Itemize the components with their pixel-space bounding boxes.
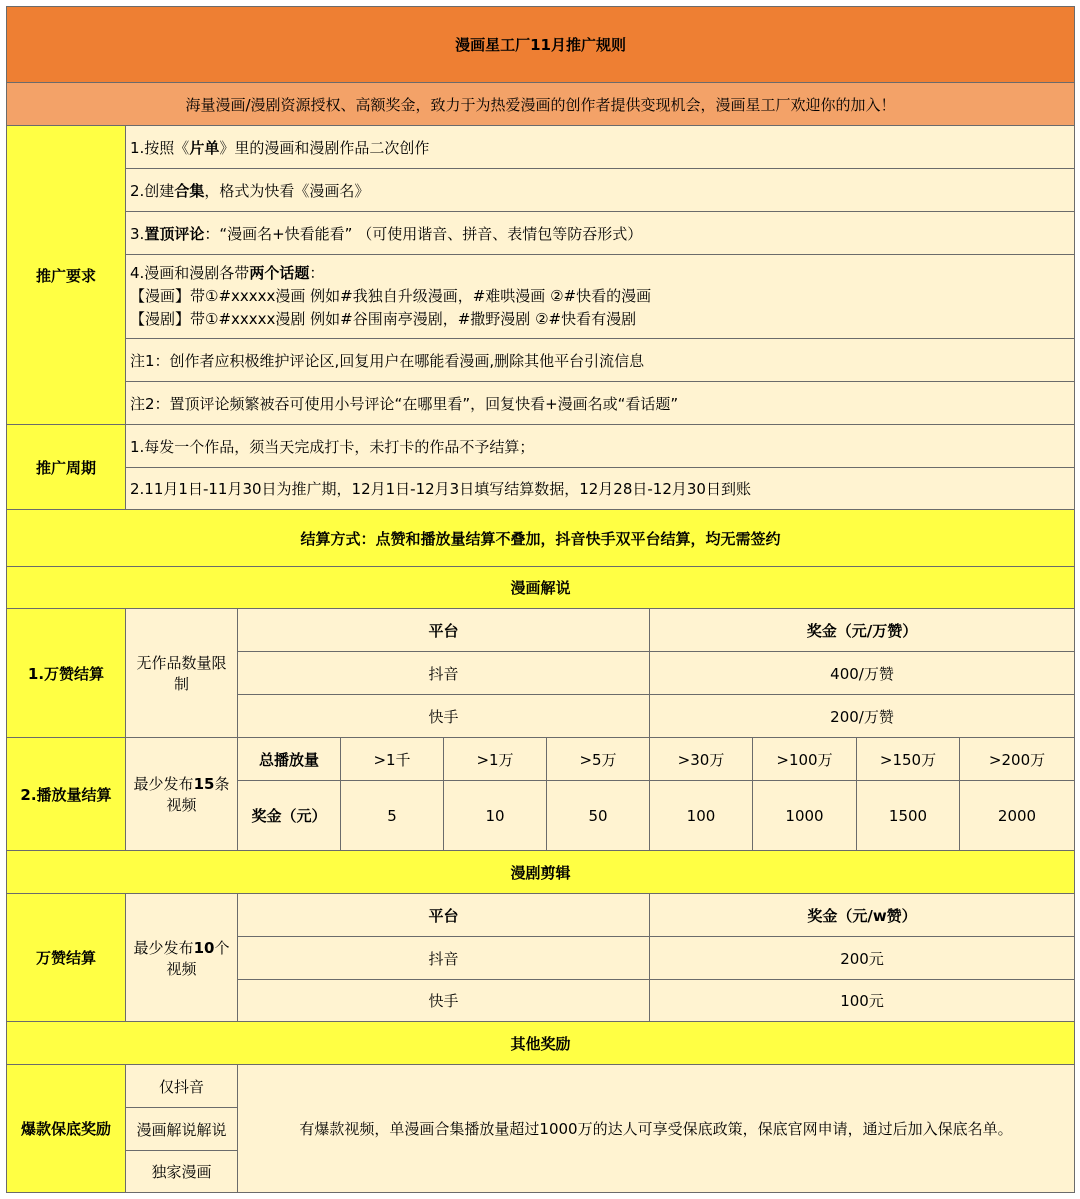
requirement-1: 1.按照《片单》里的漫画和漫剧作品二次创作 — [126, 126, 1075, 169]
likes-bonus-douyin: 400/万赞 — [650, 652, 1075, 695]
promo-period-label: 推广周期 — [7, 425, 126, 510]
bonus-cell: 50 — [547, 781, 650, 851]
likes-condition: 无作品数量限制 — [126, 609, 238, 738]
requirement-4-drama-topics: 【漫剧】带①#xxxxx漫剧 例如#谷围南亭漫剧，#撒野漫剧 ②#快看有漫剧 — [130, 310, 637, 328]
bonus-cell: 1000 — [753, 781, 857, 851]
threshold-cell: >5万 — [547, 738, 650, 781]
requirement-3: 3.置顶评论：“漫画名+快看能看” （可使用谐音、拼音、表情包等防吞形式） — [126, 212, 1075, 255]
note-2: 注2：置顶评论频繁被吞可使用小号评论“在哪里看”，回复快看+漫画名或“看话题” — [126, 382, 1075, 425]
drama-platform-header: 平台 — [238, 894, 650, 937]
period-2: 2.11月1日-11月30日为推广期，12月1日-12月3日填写结算数据，12月28日-12月30日到账 — [126, 468, 1075, 510]
threshold-cell: >1千 — [341, 738, 444, 781]
subtitle-row — [7, 83, 1075, 126]
comic-commentary-header: 漫画解说 — [7, 567, 1075, 609]
drama-bonus-kuaishou: 100元 — [650, 980, 1075, 1022]
guarantee-item: 漫画解说解说 — [126, 1108, 238, 1151]
bonus-yuan-label: 奖金（元） — [238, 781, 341, 851]
guarantee-item: 仅抖音 — [126, 1065, 238, 1108]
likes-platform-douyin: 抖音 — [238, 652, 650, 695]
drama-edit-header: 漫剧剪辑 — [7, 851, 1075, 894]
page-title: 漫画星工厂11月推广规则 — [7, 7, 1075, 83]
threshold-cell: >1万 — [444, 738, 547, 781]
requirement-2: 2.创建合集，格式为快看《漫画名》 — [126, 169, 1075, 212]
drama-bonus-douyin: 200元 — [650, 937, 1075, 980]
promo-requirements-label: 推广要求 — [7, 126, 126, 425]
drama-condition: 最少发布10个视频 — [126, 894, 238, 1022]
threshold-cell: >100万 — [753, 738, 857, 781]
bonus-cell: 2000 — [960, 781, 1075, 851]
guarantee-item: 独家漫画 — [126, 1151, 238, 1193]
bonus-cell: 1500 — [857, 781, 960, 851]
drama-platform-kuaishou: 快手 — [238, 980, 650, 1022]
likes-bonus-header: 奖金（元/万赞） — [650, 609, 1075, 652]
threshold-cell: >30万 — [650, 738, 753, 781]
bonus-cell: 10 — [444, 781, 547, 851]
guarantee-description: 有爆款视频，单漫画合集播放量超过1000万的达人可享受保底政策，保底官网申请，通过后加入保底名单。 — [238, 1065, 1075, 1193]
requirement-4-comic-topics: 【漫画】带①#xxxxx漫画 例如#我独自升级漫画，#难哄漫画 ②#快看的漫画 — [130, 287, 652, 305]
threshold-cell: >150万 — [857, 738, 960, 781]
settlement-banner: 结算方式：点赞和播放量结算不叠加，抖音快手双平台结算，均无需签约 — [7, 510, 1075, 567]
plays-settlement-label: 2.播放量结算 — [7, 738, 126, 851]
period-1: 1.每发一个作品，须当天完成打卡，未打卡的作品不予结算； — [126, 425, 1075, 468]
bonus-cell: 100 — [650, 781, 753, 851]
threshold-cell: >200万 — [960, 738, 1075, 781]
note-1: 注1：创作者应积极维护评论区,回复用户在哪能看漫画,删除其他平台引流信息 — [126, 339, 1075, 382]
likes-bonus-kuaishou: 200/万赞 — [650, 695, 1075, 738]
page-subtitle: 海量漫画/漫剧资源授权、高额奖金，致力于为热爱漫画的创作者提供变现机会，漫画星工厂欢迎你的加入！ — [7, 83, 1075, 126]
hit-guarantee-label: 爆款保底奖励 — [7, 1065, 126, 1193]
title-row — [7, 7, 1075, 83]
requirement-4: 4.漫画和漫剧各带两个话题： 【漫画】带①#xxxxx漫画 例如#我独自升级漫画，#难哄漫画 ②#快看的漫画 【漫剧】带①#xxxxx漫剧 例如#谷围南亭漫剧，#撒野漫剧 ②#快看有漫剧 — [126, 255, 1075, 339]
likes-platform-header: 平台 — [238, 609, 650, 652]
bonus-cell: 5 — [341, 781, 444, 851]
plays-condition: 最少发布15条视频 — [126, 738, 238, 851]
rules-table — [6, 6, 1075, 1193]
drama-likes-label: 万赞结算 — [7, 894, 126, 1022]
drama-platform-douyin: 抖音 — [238, 937, 650, 980]
other-rewards-header: 其他奖励 — [7, 1022, 1075, 1065]
likes-platform-kuaishou: 快手 — [238, 695, 650, 738]
likes-settlement-label: 1.万赞结算 — [7, 609, 126, 738]
total-plays-label: 总播放量 — [238, 738, 341, 781]
drama-bonus-header: 奖金（元/w赞） — [650, 894, 1075, 937]
